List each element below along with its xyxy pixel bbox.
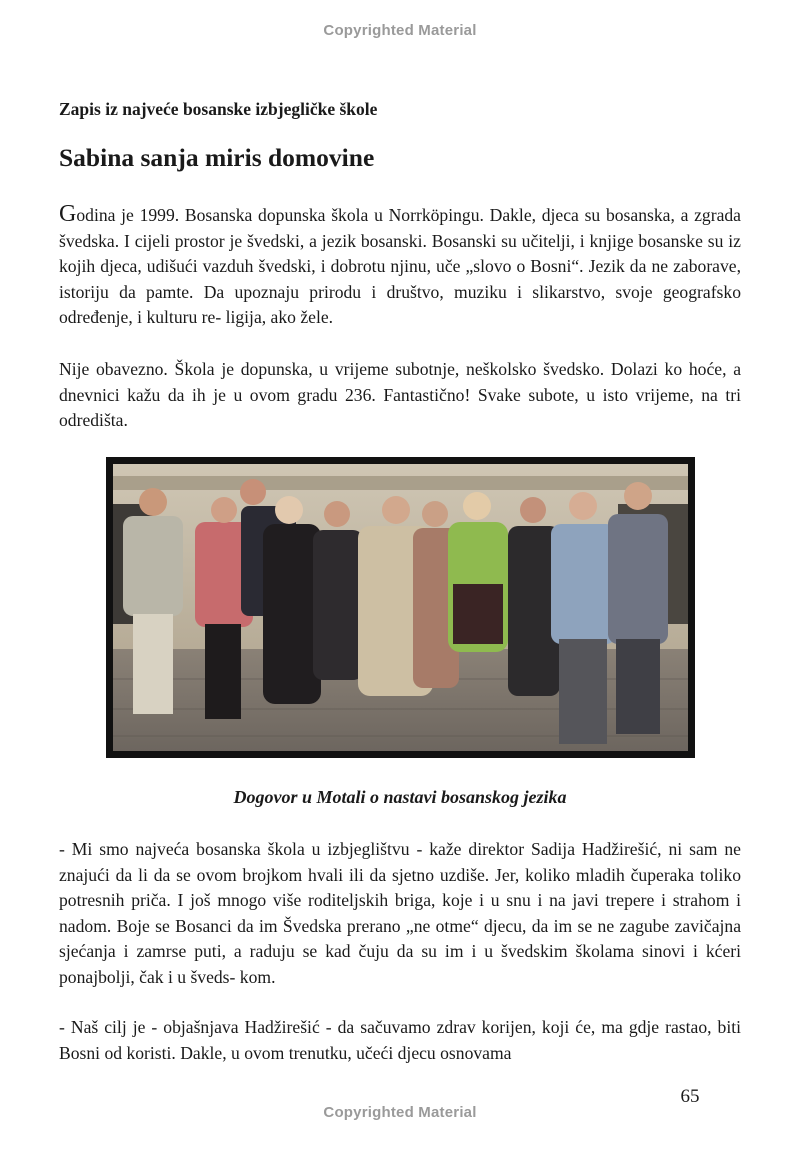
copyright-watermark-bottom: Copyrighted Material xyxy=(323,1104,477,1121)
article-kicker: Zapis iz najveće bosanske izbjegličke škole xyxy=(59,99,378,119)
article-title: Sabina sanja miris domovine xyxy=(59,143,375,172)
group-photo xyxy=(113,464,688,751)
paragraph-2: Nije obavezno. Škola je dopunska, u vrijeme subotnje, neškolsko švedsko. Dolazi ko hoće, a dnevnici kažu da ih je u ovom gradu 236. Fantastično! Svake subote, u isto vrijeme, na tri odredišta. xyxy=(59,359,741,431)
paragraph-1 xyxy=(59,202,741,331)
paragraph-3: - Mi smo najveća bosanska škola u izbjeglištvu - kaže direktor Sadija Hadžirešić, ni sam ne znajući da li da se ovom brojkom hvali ili da sjetno uzdiše. Jer, koliko mladih čuperaka toliko potresnih priča. I još mnogo više roditeljskih briga, koje i u snu i na javi trepere i strahom i nadom. Boje se Bosanci da im Švedska prerano „ne otme“ djecu, da im se ne zagube zavičajna sjećanja i zamrse puti, a raduju se kad čuju da su im i u švedskim školama sinovi i kćeri ponajbolji, čak i u šveds- kom. xyxy=(59,839,741,987)
paragraph-4: - Naš cilj je - objašnjava Hadžirešić - da sačuvamo zdrav korijen, koji će, ma gdje rastao, biti Bosni od koristi. Dakle, u ovom trenutku, učeći djecu osnovama xyxy=(59,1017,741,1063)
drop-cap: G xyxy=(59,201,77,227)
copyright-watermark-top: Copyrighted Material xyxy=(323,22,477,39)
photo-caption: Dogovor u Motali o nastavi bosanskog jezika xyxy=(233,787,567,807)
paragraph-1-text: odina je 1999. Bosanska dopunska škola u Norrköpingu. Dakle, djeca su bosanska, a zgrada švedska. I cijeli prostor je švedski, a jezik bosanski. Bosanski su učitelji, i knjige bosanske su iz kojih djeca, udišući vazduh švedski, i dobrotu njinu, uče „slovo o Bosni“. Jezik da ne zaborave, istoriju da pamte. Da upoznaju prirodu i društvo, muziku i slikarstvo, svoje geografsko određenje, i kulturu re- ligija, ako žele. xyxy=(59,205,741,328)
page-number: 65 xyxy=(680,1086,700,1107)
group-photo-frame xyxy=(106,457,695,758)
